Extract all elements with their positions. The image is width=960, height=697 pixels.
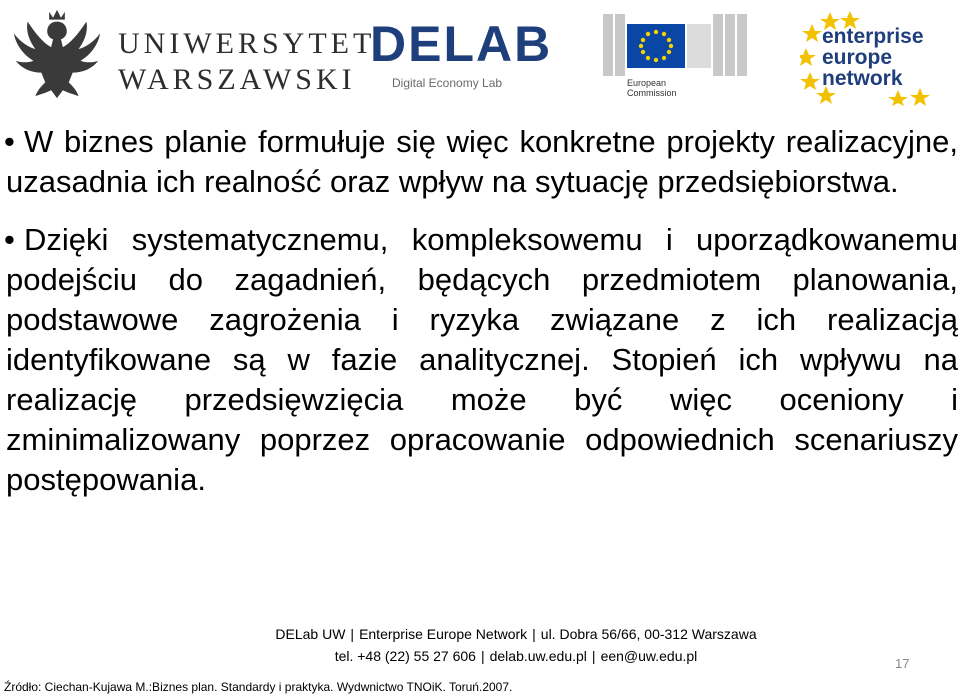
een-line3: network — [822, 67, 903, 90]
bullet-paragraph-1 — [6, 122, 958, 202]
footer-line-2: tel. +48 (22) 55 27 606 | delab.uw.edu.pl | een@uw.edu.pl — [334, 648, 698, 664]
uw-wordmark — [118, 26, 375, 98]
footer-email: een@uw.edu.pl — [600, 648, 698, 664]
footer-address: ul. Dobra 56/66, 00-312 Warszawa — [540, 626, 757, 642]
enterprise-europe-network-logo — [800, 10, 950, 106]
bullet-icon: • — [4, 124, 15, 159]
european-commission-logo — [603, 10, 753, 105]
delab-wordmark: DELAB — [370, 16, 553, 72]
ec-line1: European — [627, 78, 667, 88]
een-line1: enterprise — [822, 25, 924, 48]
footer-phone: tel. +48 (22) 55 27 606 — [334, 648, 476, 664]
footer-line-1: DELab UW | Enterprise Europe Network | ul. Dobra 56/66, 00-312 Warszawa — [275, 626, 757, 642]
slide-body — [6, 122, 958, 500]
bullet-icon: • — [4, 222, 15, 257]
uw-line1: UNIWERSYTET — [118, 27, 376, 60]
bullet-paragraph-2 — [6, 220, 958, 500]
ec-caption — [627, 78, 677, 98]
bullet-text-1: W biznes planie formułuje się więc konkretne projekty realizacyjne, uzasadnia ich realność oraz wpływ na sytuację przedsiębiorstwa. — [6, 124, 958, 199]
footer-contact — [236, 623, 796, 667]
delab-logo — [370, 16, 553, 98]
source-citation: Źródło: Ciechan-Kujawa M.:Biznes plan. Standardy i praktyka. Wydwnictwo TNOiK. Toruń.2007. — [4, 680, 513, 694]
delab-subtitle: Digital Economy Lab — [392, 76, 503, 90]
bullet-text-2: Dzięki systematycznemu, kompleksowemu i uporządkowanemu podejściu do zagadnień, będących przedmiotem planowania, podstawowe zagrożenia i ryzyka związane z ich realizacją identyfikowane są w fazie analitycznej. Stopień ich wpływu na realizację przedsięwzięcia może być więc oceniony i zminimalizowany poprzez opracowanie odpowiednich scenariuszy postępowania. — [6, 222, 958, 497]
ec-building-icon — [603, 10, 753, 78]
logo-bar — [0, 0, 960, 110]
page-number: 17 — [895, 656, 910, 671]
footer-org: DELab UW — [275, 626, 346, 642]
uw-eagle-icon — [8, 4, 106, 102]
uw-line2: WARSZAWSKI — [118, 63, 356, 96]
een-line2: europe — [822, 46, 893, 69]
ec-line2: Commission — [627, 88, 677, 98]
een-wordmark — [822, 26, 924, 89]
footer-network: Enterprise Europe Network — [359, 626, 528, 642]
footer-website: delab.uw.edu.pl — [489, 648, 587, 664]
